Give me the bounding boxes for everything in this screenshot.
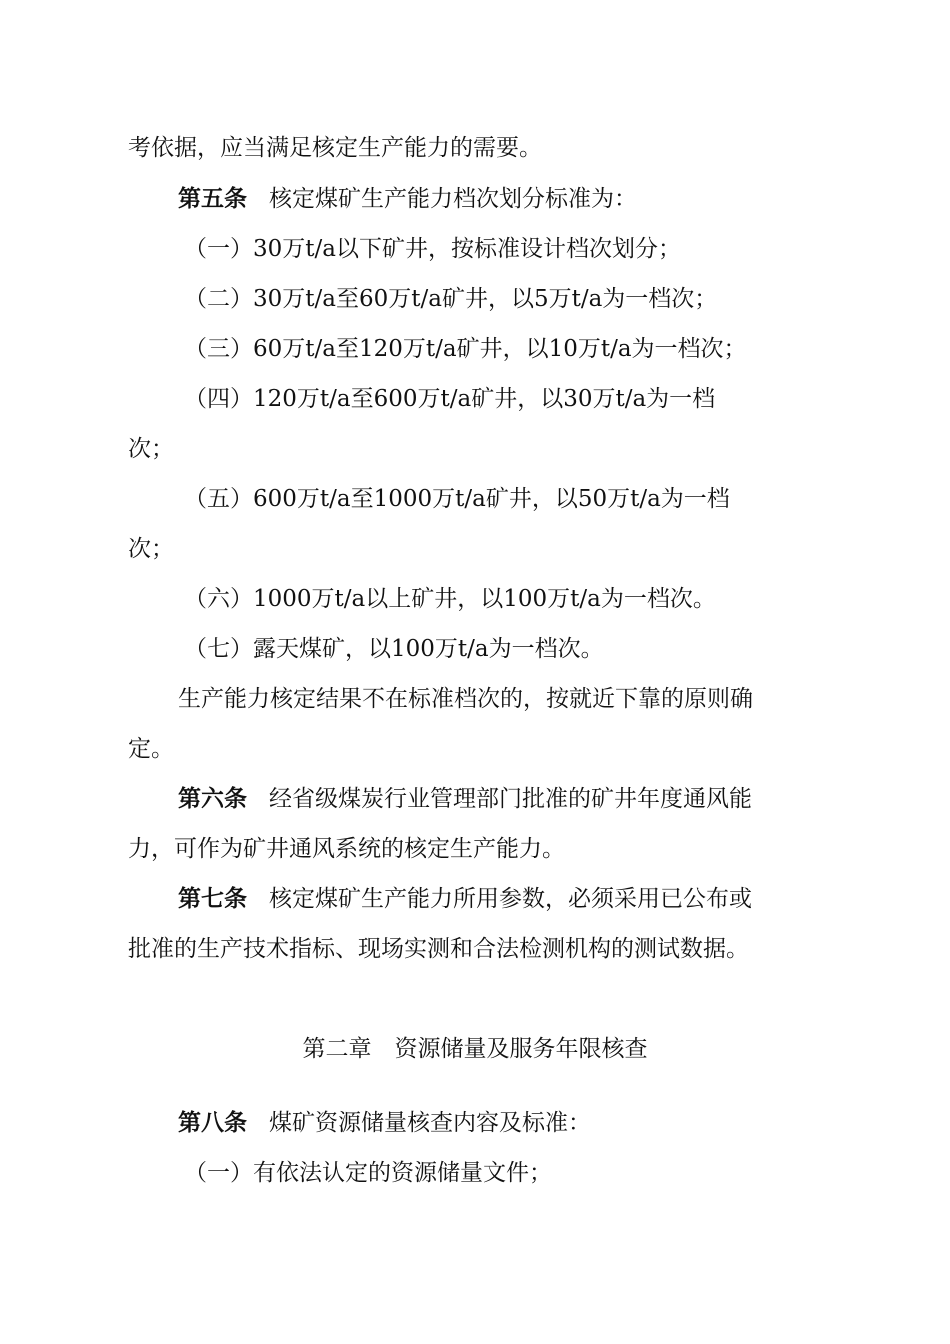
list-item: （二）30万t/a至60万t/a矿井，以5万t/a为一档次； <box>184 286 718 312</box>
list-item: （一）30万t/a以下矿井，按标准设计档次划分； <box>184 236 681 262</box>
paragraph-line: 生产能力核定结果不在标准档次的，按就近下靠的原则确 <box>178 686 753 712</box>
article-title: 第七条 <box>178 886 247 912</box>
paragraph-line: 定。 <box>128 736 174 762</box>
list-item: （六）1000万t/a以上矿井，以100万t/a为一档次。 <box>184 586 716 612</box>
article-text: 核定煤矿生产能力档次划分标准为： <box>269 186 637 212</box>
paragraph-line: 考依据，应当满足核定生产能力的需要。 <box>128 135 542 161</box>
article-title: 第六条 <box>178 786 247 812</box>
list-item: （七）露天煤矿，以100万t/a为一档次。 <box>184 636 604 662</box>
list-item: （三）60万t/a至120万t/a矿井，以10万t/a为一档次； <box>184 336 747 362</box>
list-item: （四）120万t/a至600万t/a矿井，以30万t/a为一档 <box>184 386 716 412</box>
article-text: 煤矿资源储量核查内容及标准： <box>269 1110 591 1136</box>
article-text: 经省级煤炭行业管理部门批准的矿井年度通风能 <box>269 786 752 812</box>
list-item: （一）有依法认定的资源储量文件； <box>184 1160 552 1186</box>
article-8 <box>178 1108 878 1138</box>
article-title: 第五条 <box>178 186 247 212</box>
list-item: （五）600万t/a至1000万t/a矿井，以50万t/a为一档 <box>184 486 730 512</box>
article-5 <box>178 184 878 214</box>
article-title: 第八条 <box>178 1110 247 1136</box>
paragraph-line: 次； <box>128 436 174 462</box>
paragraph-line: 批准的生产技术指标、现场实测和合法检测机构的测试数据。 <box>128 936 749 962</box>
paragraph-line: 次； <box>128 536 174 562</box>
paragraph-line: 力，可作为矿井通风系统的核定生产能力。 <box>128 836 565 862</box>
chapter-heading: 第二章 资源储量及服务年限核查 <box>302 1036 648 1062</box>
article-6 <box>178 784 878 814</box>
article-text: 核定煤矿生产能力所用参数，必须采用已公布或 <box>269 886 752 912</box>
article-7 <box>178 884 878 914</box>
